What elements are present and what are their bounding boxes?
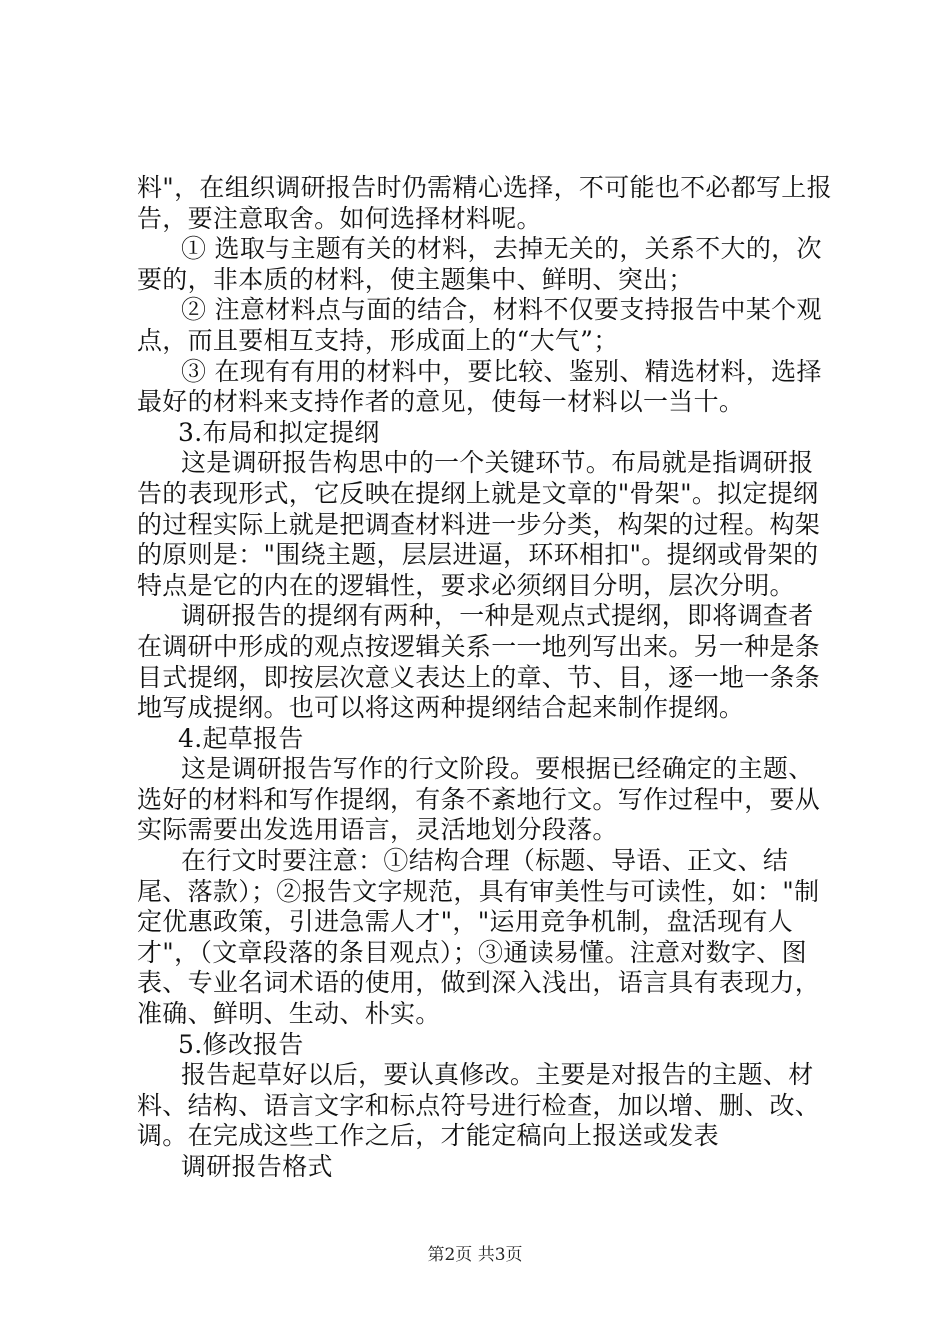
list-item-2: ② 注意材料点与面的结合，材料不仅要支持报告中某个观点，而且要相互支持，形成面上的“大气”； — [137, 295, 822, 355]
paragraph-drafting-intro: 这是调研报告写作的行文阶段。要根据已经确定的主题、选好的材料和写作提纲，有条不紊地行文。写作过程中，要从实际需要出发选用语言，灵活地划分段落。 — [137, 754, 821, 845]
list-item-3: ③ 在现有有用的材料中，要比较、鉴别、精选材料，选择最好的材料来支持作者的意见，使每一材料以一当十。 — [137, 356, 822, 417]
paragraph-continued: 料"，在组织调研报告时仍需精心选择，不可能也不必都写上报告，要注意取舍。如何选择材料呢。 — [137, 173, 832, 233]
page-footer: 第2页 共3页 — [427, 1245, 523, 1265]
paragraph-drafting-notes: 在行文时要注意：①结构合理（标题、导语、正文、结尾、落款）；②报告文字规范，具有审美性与可读性，如："制定优惠政策，引进急需人才"，"运用竞争机制，盘活现有人才"，（文章段落的条目观点）；③通读易懂。注意对数字、图表、专业名词术语的使用，做到深入浅出，语言具有表现力，准确、鲜明、生动、朴实。 — [137, 846, 821, 1029]
paragraph-outline-types: 调研报告的提纲有两种，一种是观点式提纲，即将调查者在调研中形成的观点按逻辑关系一一地列写出来。另一种是条目式提纲，即按层次意义表达上的章、节、目，逐一地一条条地写成提纲。也可以将这两种提纲结合起来制作提纲。 — [137, 601, 821, 723]
paragraph-revision: 报告起草好以后，要认真修改。主要是对报告的主题、材料、结构、语言文字和标点符号进行检查，加以增、删、改、调。在完成这些工作之后，才能定稿向上报送或发表 — [137, 1060, 821, 1151]
paragraph-layout-intro: 这是调研报告构思中的一个关键环节。布局就是指调研报告的表现形式，它反映在提纲上就是文章的"骨架"。拟定提纲的过程实际上就是把调查材料进一步分类，构架的过程。构架的原则是："围绕主题，层层进逼，环环相扣"。提纲或骨架的特点是它的内在的逻辑性，要求必须纲目分明，层次分明。 — [137, 448, 821, 600]
section-heading-3: 3.布局和拟定提纲 — [178, 417, 380, 447]
document-body — [137, 173, 837, 1183]
section-heading-5: 5.修改报告 — [178, 1029, 304, 1059]
paragraph-format-title: 调研报告格式 — [181, 1152, 333, 1181]
section-heading-4: 4.起草报告 — [178, 723, 304, 753]
list-item-1: ① 选取与主题有关的材料，去掉无关的，关系不大的，次要的，非本质的材料，使主题集中、鲜明、突出； — [137, 234, 822, 294]
